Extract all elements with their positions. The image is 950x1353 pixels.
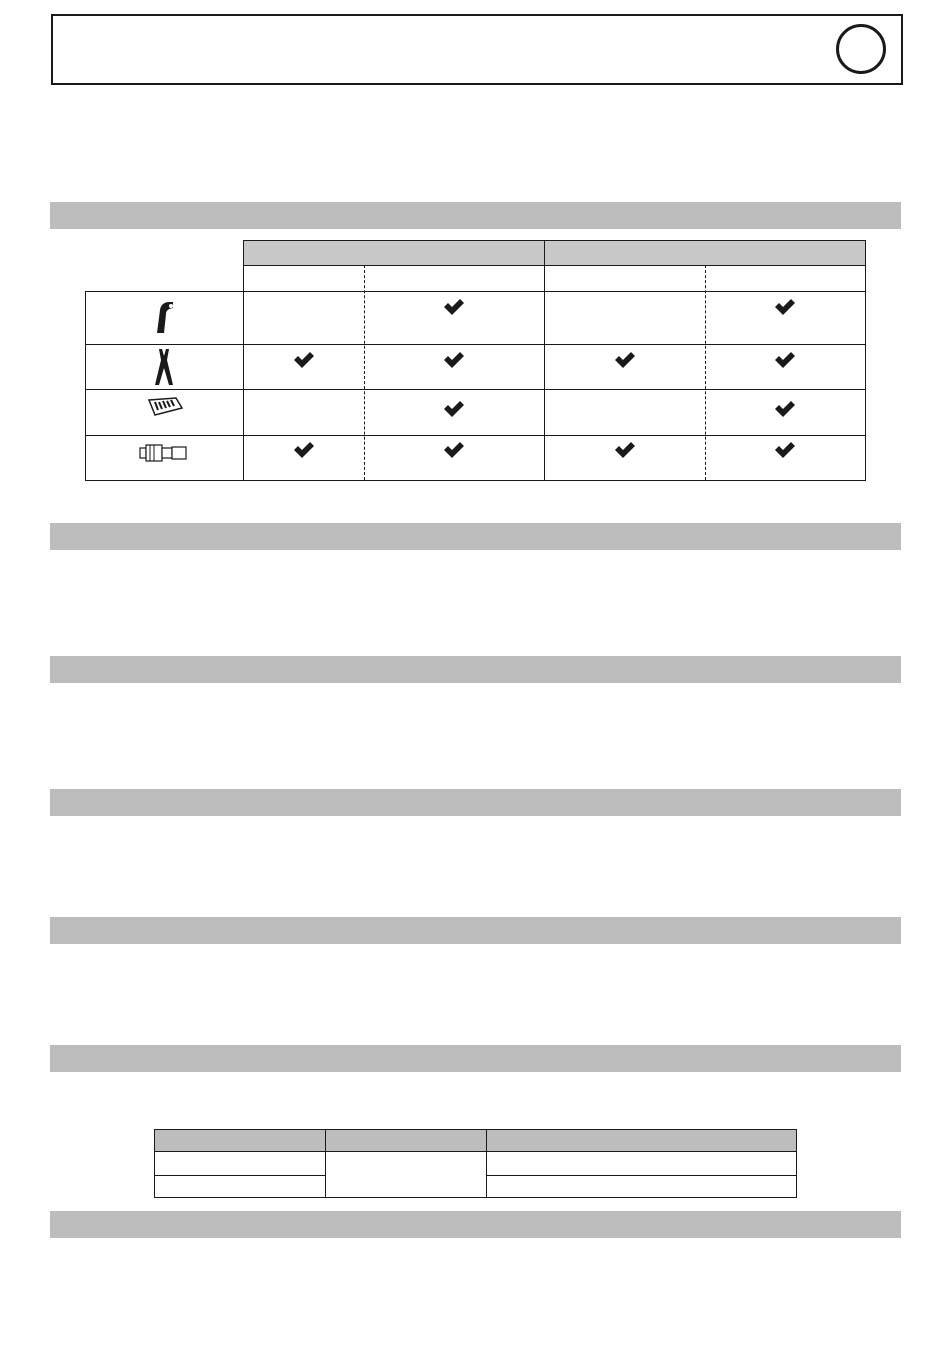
connector-icon — [139, 443, 189, 463]
summary-table-header — [154, 1129, 797, 1152]
battery-icon — [146, 396, 184, 418]
document-header-box — [51, 14, 903, 85]
check-icon — [443, 441, 465, 459]
section-bar-5 — [50, 917, 901, 944]
check-icon — [774, 298, 796, 316]
section-bar-2 — [50, 523, 901, 550]
check-icon — [774, 441, 796, 459]
summary-table — [154, 1129, 797, 1198]
check-icon — [774, 400, 796, 418]
table-group-header-1 — [243, 240, 544, 265]
torch-icon — [151, 300, 177, 334]
check-icon — [614, 441, 636, 459]
section-bar-7 — [50, 1211, 901, 1238]
section-bar-6 — [50, 1045, 901, 1072]
section-bar-1 — [50, 202, 901, 229]
clamp-icon — [152, 348, 176, 386]
check-icon — [443, 400, 465, 418]
section-bar-3 — [50, 656, 901, 683]
check-icon — [443, 351, 465, 369]
section-bar-4 — [50, 789, 901, 816]
table-group-header-2 — [545, 240, 866, 265]
check-icon — [614, 351, 636, 369]
check-icon — [443, 298, 465, 316]
check-icon — [293, 351, 315, 369]
compatibility-table — [85, 240, 866, 480]
check-icon — [293, 441, 315, 459]
check-icon — [774, 351, 796, 369]
page-circle-marker — [836, 24, 886, 74]
